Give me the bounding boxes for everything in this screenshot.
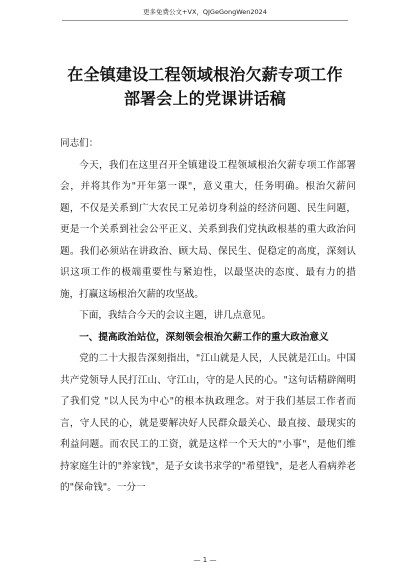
page-header: 更多免费公文+VX，QJGeGongWen2024 [143, 8, 267, 16]
body-paragraph: 今天，我们在这里召开全镇建设工程领域根治欠薪专项工作部署会，并将其作为"开年第一课"，意义重大，任务明确。根治欠薪问题，不仅是关系到广大农民工兄弟切身利益的经济问题、民生问题，更是一个关系到社会公平正义、关系到我们党执政根基的重大政治问题。我们必须站在讲政治、顾大局、保民生、促稳定的高度，深刻认识这项工作的极端重要性与紧迫性，以最坚决的态度、最有力的措施，打赢这场根治欠薪的攻坚战。 [60, 159, 356, 300]
body-paragraph: 党的二十大报告深刻指出，"江山就是人民，人民就是江山。中国共产党领导人民打江山、守江山，守的是人民的心。"这句话精辟阐明了我们党 "以人民为中心"的根本执政理念。对于我们基层工作者而言，守人民的心，就是要解决好人民群众最关心、最直接、最现实的利益问题。而农民工的工资，就是这样一个天大的"小事"，是他们维持家庭生计的"养家钱"，是子女读书求学的"希望钱"，是老人看病养老的"保命钱"。一分一 [60, 353, 356, 493]
page-number: — 1 — [193, 556, 217, 564]
document-body [60, 133, 356, 499]
section-heading: 一、提高政治站位，深刻领会根治欠薪工作的重大政治意义 [79, 331, 329, 343]
body-paragraph: 下面，我结合今天的会议主题，讲几点意见。 [79, 310, 272, 321]
header-divider [62, 20, 348, 21]
greeting: 同志们： [60, 138, 99, 149]
document-title: 在全镇建设工程领域根治欠薪专项工作部署会上的党课讲话稿 [67, 65, 343, 108]
